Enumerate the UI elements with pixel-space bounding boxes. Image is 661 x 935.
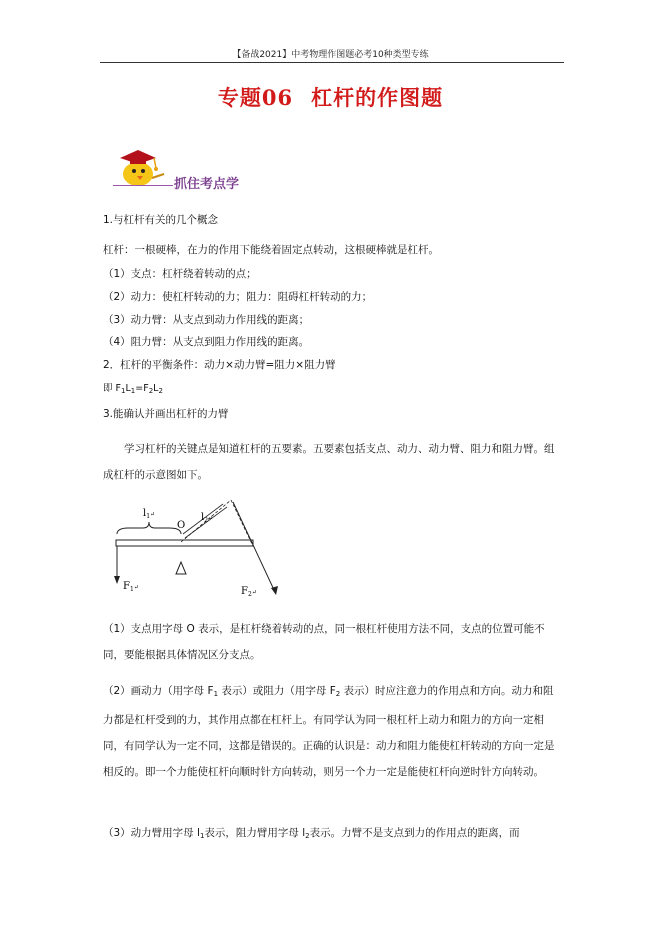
intro-paragraph: 学习杠杆的关键点是知道杠杆的五要素。五要素包括支点、动力、动力臂、阻力和阻力臂。组成杠杆的示意图如下。: [103, 443, 555, 481]
heading-concepts: 1.与杠杆有关的几个概念: [103, 214, 219, 226]
title-prefix: 专题06: [217, 85, 294, 110]
mascot-chick-icon: [108, 140, 170, 190]
balance-formula: 即 $F_1L_1=F_2L_2$: [103, 383, 163, 395]
title-main: 杠杆的作图题: [311, 85, 444, 110]
l1-label: $l_1^↵$: [143, 508, 156, 520]
page-title: [0, 82, 661, 112]
section-rule: [113, 185, 173, 186]
paragraph-fulcrum: （1）支点用字母 O 表示，是杠杆绕着转动的点，同一根杠杆使用方法不同，支点的位置可能不同，要能根据具体情况区分支点。: [103, 623, 545, 661]
paragraph-forces: （2）画动力（用字母 $F_1$ 表示）或阻力（用字母 $F_2$ 表示）时应注意力的作用点和方向。动力和阻力都是杠杆受到的力，其作用点都在杠杆上。有同学认为同一根杠杆上动力和阻力的方向一定相同，有同学认为一定不同，这都是错误的。正确的认识是：动力和阻力能使杠杆转动的方向一定是相反的。即一个力能使杠杆向顺时针方向转动，则另一个力一定是能使杠杆向逆时针方向转动。: [103, 685, 555, 778]
list-item: （2）动力：使杠杆转动的力；阻力：阻碍杠杆转动的力；: [103, 291, 373, 303]
fulcrum-label: O: [177, 520, 186, 531]
list-item: （3）动力臂：从支点到动力作用线的距离；: [103, 314, 310, 326]
page-header: 【备战2021】中考物理作图题必考10种类型专练: [232, 50, 429, 60]
list-item: （4）阻力臂：从支点到阻力作用线的距离。: [103, 336, 310, 348]
lever-diagram: [103, 492, 283, 602]
lever-definition: 杠杆：一根硬棒，在力的作用下能绕着固定点转动，这根硬棒就是杠杆。: [103, 244, 439, 256]
list-item: （1）支点：杠杆绕着转动的点；: [103, 268, 257, 280]
paragraph-arms: （3）动力臂用字母 $l_1$表示，阻力臂用字母 $l_2$表示。力臂不是支点到力的作用点的距离，而: [103, 827, 520, 840]
header-rule: [100, 62, 564, 63]
heading-moment-arm: 3.能确认并画出杠杆的力臂: [103, 408, 229, 420]
section-label: 抓住考点学: [174, 177, 240, 192]
heading-balance: 2．杠杆的平衡条件：动力×动力臂=阻力×阻力臂: [103, 359, 336, 371]
f1-label: $F_1^↵$: [123, 581, 139, 593]
l2-label: $l_2^↵$: [201, 512, 214, 524]
f2-label: $F_2^↵$: [241, 586, 257, 598]
